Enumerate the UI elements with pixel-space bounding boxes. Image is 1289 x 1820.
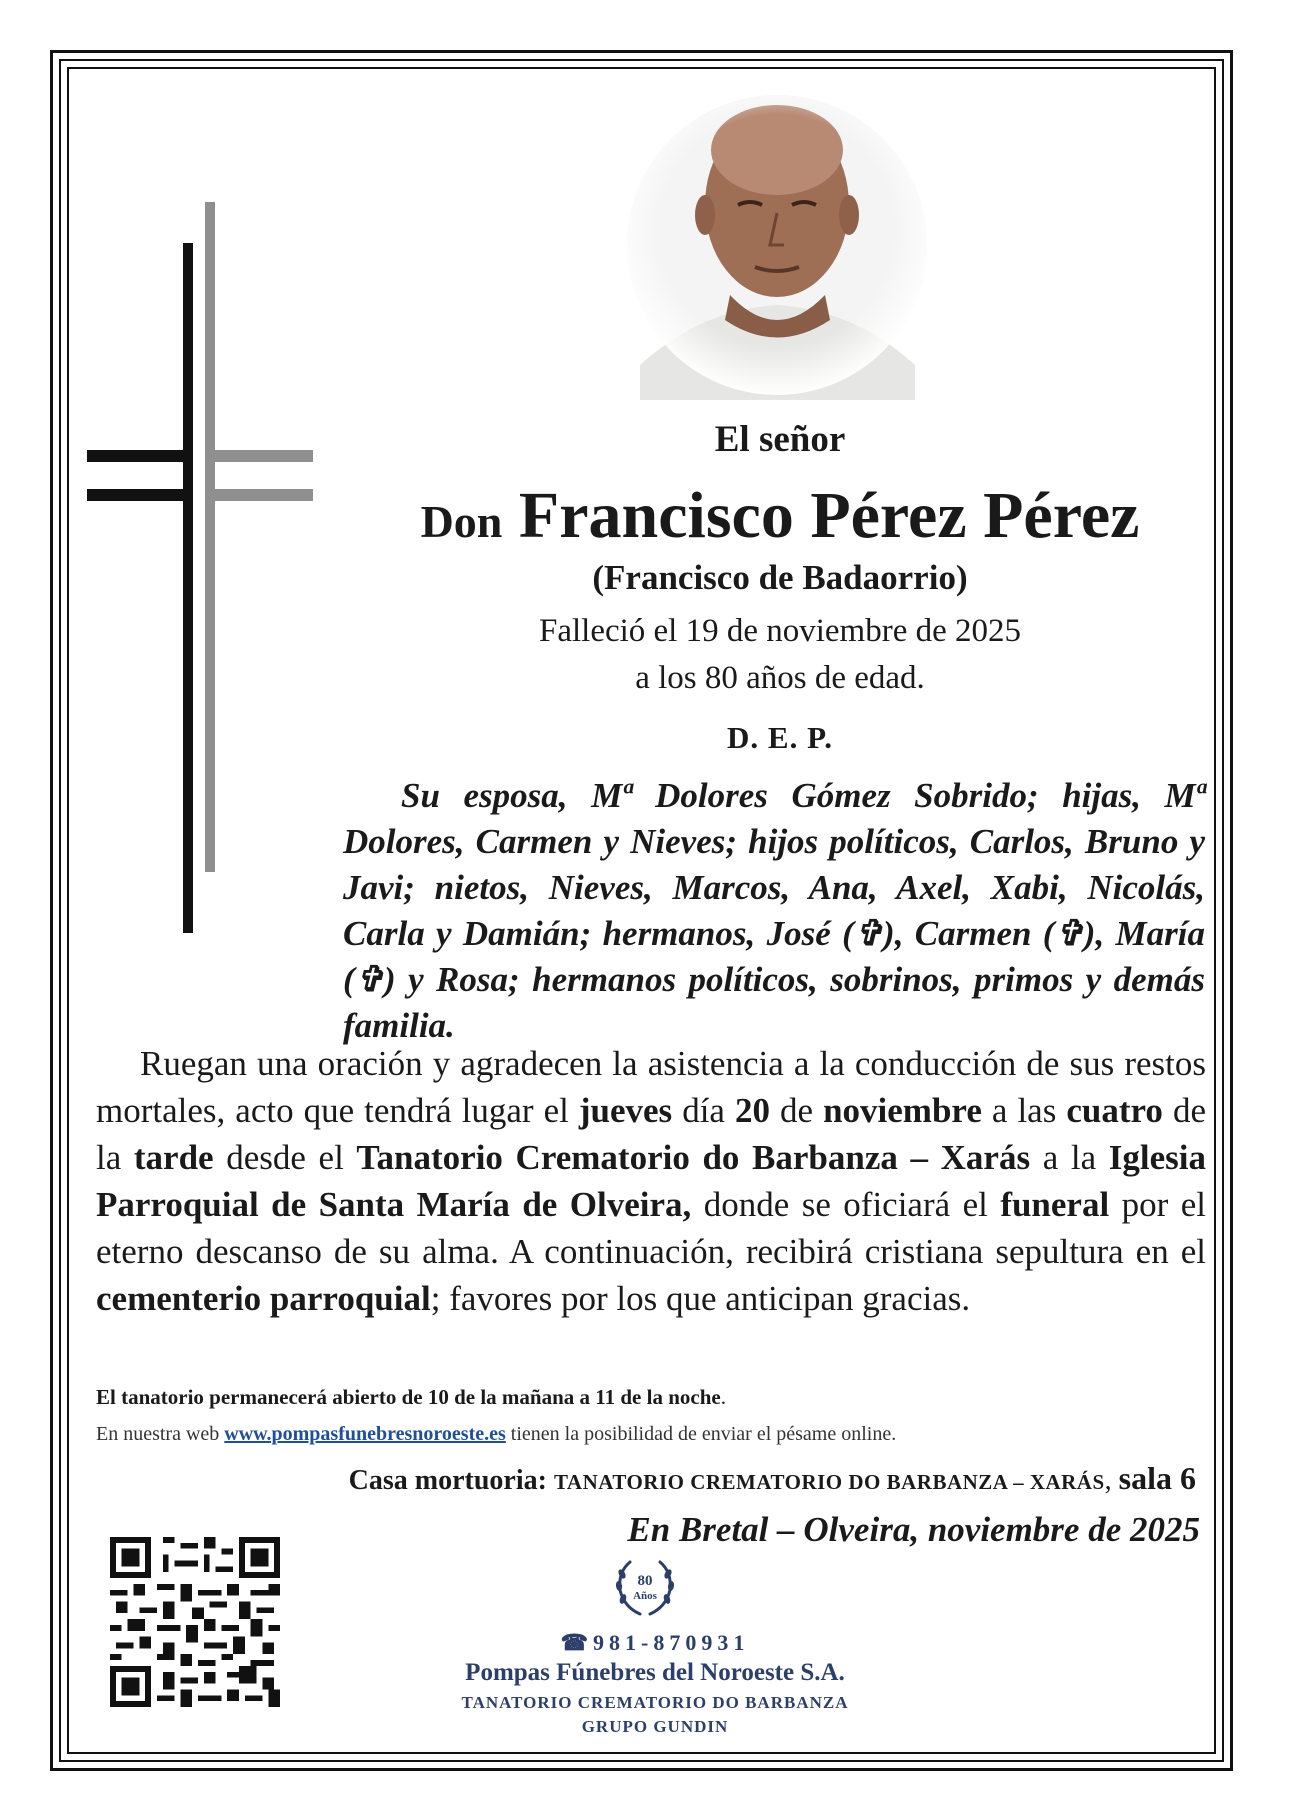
condolence-note	[96, 1423, 1206, 1446]
deceased-alias: (Francisco de Badaorrio)	[592, 558, 968, 597]
bold-segment: Iglesia Parroquial de Santa María de Olveira,	[96, 1138, 1206, 1224]
family-list: Su esposa, Mª Dolores Gómez Sobrido; hijas, Mª Dolores, Carmen y Nieves; hijos políticos, Carlos, Bruno y Javi; nietos, Nieves, Marcos, Ana, Axel, Xabi, Nicolás, Carla y Damián; hermanos, José (✞), Carmen (✞), María (✞) y Rosa; hermanos políticos, sobrinos, primos y demás familia.	[343, 776, 1205, 1045]
text-segment: ; favores por los que anticipan gracias.	[430, 1279, 971, 1318]
place-date: En Bretal – Olveira, noviembre de 2025	[627, 1510, 1200, 1549]
text-segment: día	[672, 1091, 735, 1130]
badge-word: Años	[633, 1590, 657, 1602]
funeral-announcement	[96, 1040, 1206, 1322]
full-name: Francisco Pérez Pérez	[518, 479, 1140, 552]
qr-code-icon[interactable]	[110, 1537, 280, 1707]
text-segment: desde el	[213, 1138, 357, 1177]
bold-segment: cementerio parroquial	[96, 1279, 431, 1318]
opening-hours	[96, 1385, 1206, 1410]
bold-segment: jueves	[578, 1091, 673, 1130]
website-link[interactable]: www.pompasfunebresnoroeste.es	[224, 1423, 506, 1445]
badge-number: 80	[637, 1573, 653, 1589]
cross-black-vertical	[183, 243, 193, 933]
opening-hours-end: .	[720, 1385, 726, 1409]
name-prefix: Don	[420, 496, 503, 547]
text-segment: a la	[1030, 1138, 1109, 1177]
anniversary-badge-icon	[610, 1552, 680, 1622]
age-line: a los 80 años de edad.	[635, 660, 925, 696]
company-name: Pompas Fúnebres del Noroeste S.A.	[465, 1659, 845, 1686]
company-group: GRUPO GUNDIN	[581, 1717, 729, 1736]
honorific-line: El señor	[714, 419, 846, 460]
web-suffix: tienen la posibilidad de enviar el pésame online.	[505, 1423, 897, 1445]
web-prefix: En nuestra web	[96, 1423, 225, 1445]
death-date: Falleció el 19 de noviembre de 2025	[538, 613, 1022, 649]
casa-room: sala 6	[1118, 1460, 1196, 1496]
company-tanatorio: TANATORIO CREMATORIO DO BARBANZA	[461, 1693, 849, 1712]
casa-place: TANATORIO CREMATORIO DO BARBANZA – XARÁS	[553, 1470, 1105, 1494]
cross-grey-vertical	[205, 202, 215, 872]
bold-segment: noviembre	[823, 1091, 982, 1130]
bold-segment: 20	[734, 1091, 770, 1130]
casa-comma: ,	[1104, 1465, 1119, 1496]
text-segment: por el eterno descanso de su alma. A continuación, recibirá cristiana sepultura en el	[96, 1185, 1206, 1271]
text-segment: a las	[981, 1091, 1067, 1130]
text-segment: donde se oficiará el	[691, 1185, 1001, 1224]
cross-black-bar-top	[87, 450, 193, 462]
cross-grey-bar-bottom	[205, 489, 313, 501]
cross-grey-bar-top	[205, 450, 313, 462]
deceased-portrait	[620, 95, 935, 400]
casa-label: Casa mortuoria:	[348, 1465, 554, 1496]
opening-hours-text: El tanatorio permanecerá abierto de 10 de la mañana a 11 de la noche	[96, 1385, 721, 1409]
text-segment: de la	[96, 1091, 1206, 1177]
bold-segment: Tanatorio Crematorio do Barbanza – Xarás	[356, 1138, 1031, 1177]
phone-number[interactable]: ☎981-870931	[560, 1630, 750, 1655]
rip-line: D. E. P.	[727, 720, 833, 755]
funeral-home-line	[96, 1460, 1196, 1497]
text-segment: de	[769, 1091, 824, 1130]
bold-segment: tarde	[133, 1138, 214, 1177]
bold-segment: funeral	[1000, 1185, 1110, 1224]
cross-black-bar-bottom	[87, 489, 193, 501]
deceased-name	[340, 478, 1220, 554]
bold-segment: cuatro	[1066, 1091, 1163, 1130]
text-segment: Ruegan una oración y agradecen la asistencia a la conducción de sus restos mortales, acto que tendrá lugar el	[96, 1044, 1206, 1130]
